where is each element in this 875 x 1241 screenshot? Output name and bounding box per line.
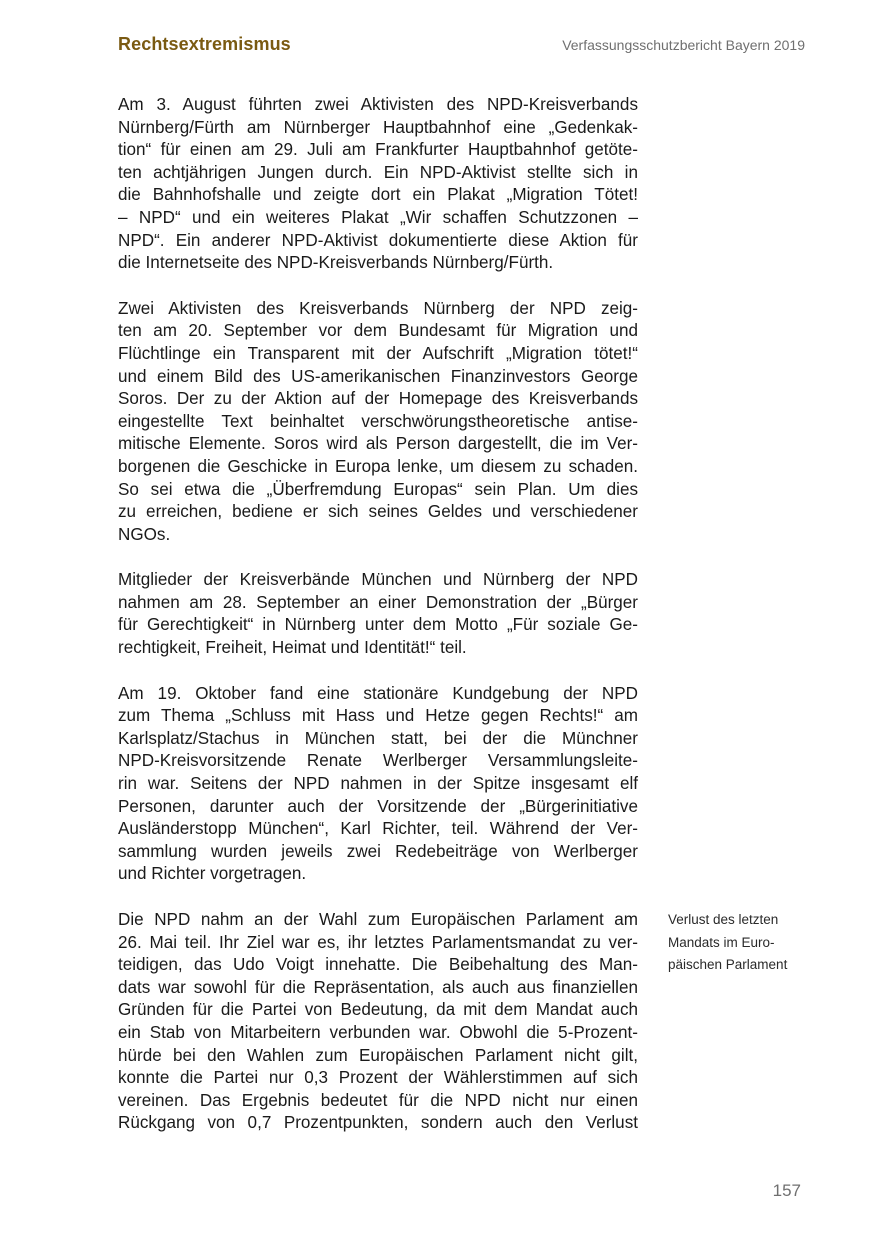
paragraph-npd-demonstration bbox=[118, 569, 638, 659]
text-line: Mitglieder der Kreisverbände München und Nürnberg der NPD bbox=[118, 570, 638, 590]
text-line: die Internetseite des NPD-Kreisverbands Nürnberg/Fürth. bbox=[118, 253, 554, 273]
text-line: und einem Bild des US-amerikanischen Finanzinvestors George bbox=[118, 366, 638, 386]
paragraph-npd-munich-rally bbox=[118, 683, 638, 886]
text-line: 26. Mai teil. Ihr Ziel war es, ihr letztes Parlamentsmandat zu ver- bbox=[118, 932, 638, 952]
text-line: hürde bei den Wahlen zum Europäischen Parlament nicht gilt, bbox=[118, 1045, 638, 1065]
text-line: zum Thema „Schluss mit Hass und Hetze gegen Rechts!“ am bbox=[118, 706, 638, 726]
text-line: Karlsplatz/Stachus in München statt, bei der die Münchner bbox=[118, 728, 638, 748]
main-text-column bbox=[118, 94, 638, 1158]
text-line: dats war sowohl für die Repräsentation, als auch aus finanziellen bbox=[118, 977, 638, 997]
text-line: – NPD“ und ein weiteres Plakat „Wir schaffen Schutzzonen – bbox=[118, 207, 638, 227]
text-line: die Bahnhofshalle und zeigte dort ein Plakat „Migration Tötet! bbox=[118, 185, 638, 205]
margin-note-line: Mandats im Euro- bbox=[668, 934, 775, 950]
text-line: für Gerechtigkeit“ in Nürnberg unter dem Motto „Für soziale Ge- bbox=[118, 615, 638, 635]
text-line: eingestellte Text beinhaltet verschwörungstheoretische antise- bbox=[118, 411, 638, 431]
paragraph-npd-european-election bbox=[118, 909, 638, 1135]
text-line: mitische Elemente. Soros wird als Person dargestellt, die im Ver- bbox=[118, 434, 638, 454]
paragraph-npd-bamf-banner bbox=[118, 298, 638, 547]
text-line: ten achtjährigen Jungen durch. Ein NPD-Aktivist stellte sich in bbox=[118, 162, 638, 182]
text-line: Gründen für die Partei von Bedeutung, da mit dem Mandat auch bbox=[118, 1000, 638, 1020]
text-line: Zwei Aktivisten des Kreisverbands Nürnberg der NPD zeig- bbox=[118, 298, 638, 318]
text-line: Nürnberg/Fürth am Nürnberger Hauptbahnhof eine „Gedenkak- bbox=[118, 117, 638, 137]
text-line: NPD“. Ein anderer NPD-Aktivist dokumentierte diese Aktion für bbox=[118, 230, 638, 250]
text-line: teidigen, das Udo Voigt innehatte. Die Beibehaltung des Man- bbox=[118, 955, 638, 975]
text-line: ein Stab von Mitarbeitern verbunden war. Obwohl die 5-Prozent- bbox=[118, 1022, 638, 1042]
text-line: NGOs. bbox=[118, 524, 171, 544]
section-title: Rechtsextremismus bbox=[118, 34, 291, 54]
text-line: Personen, darunter auch der Vorsitzende der „Bürgerinitiative bbox=[118, 796, 638, 816]
margin-note-line: päischen Parlament bbox=[668, 957, 788, 973]
text-line: Rückgang von 0,7 Prozentpunkten, sondern auch den Verlust bbox=[118, 1113, 638, 1133]
report-title: Verfassungsschutzbericht Bayern 2019 bbox=[562, 37, 805, 53]
text-line: zu erreichen, bediene er sich seines Geldes und verschiedener bbox=[118, 502, 638, 522]
text-line: rechtigkeit, Freiheit, Heimat und Identität!“ teil. bbox=[118, 638, 467, 658]
paragraph-npd-nuremberg-vigil bbox=[118, 94, 638, 275]
text-line: NPD-Kreisvorsitzende Renate Werlberger Versammlungsleite- bbox=[118, 751, 638, 771]
text-line: ten am 20. September vor dem Bundesamt für Migration und bbox=[118, 321, 638, 341]
text-line: Am 19. Oktober fand eine stationäre Kundgebung der NPD bbox=[118, 683, 638, 703]
text-line: Am 3. August führten zwei Aktivisten des NPD-Kreisverbands bbox=[118, 95, 638, 114]
text-line: Soros. Der zu der Aktion auf der Homepage des Kreisverbands bbox=[118, 389, 638, 409]
text-line: rin war. Seitens der NPD nahmen in der Spitze insgesamt elf bbox=[118, 774, 638, 794]
text-line: und Richter vorgetragen. bbox=[118, 864, 307, 884]
text-line: Flüchtlinge ein Transparent mit der Aufschrift „Migration tötet!“ bbox=[118, 343, 638, 363]
text-line: Ausländerstopp München“, Karl Richter, teil. Während der Ver- bbox=[118, 819, 638, 839]
text-line: So sei etwa die „Überfremdung Europas“ sein Plan. Um dies bbox=[118, 479, 638, 499]
text-line: tion“ für einen am 29. Juli am Frankfurter Hauptbahnhof getöte- bbox=[118, 140, 638, 160]
margin-note-line: Verlust des letzten bbox=[668, 912, 779, 927]
page-number: 157 bbox=[772, 1181, 801, 1200]
text-line: nahmen am 28. September an einer Demonstration der „Bürger bbox=[118, 592, 638, 612]
text-line: borgenen die Geschicke in Europa lenke, um diesem zu schaden. bbox=[118, 456, 638, 476]
margin-note bbox=[668, 909, 828, 977]
text-line: konnte die Partei nur 0,3 Prozent der Wählerstimmen auf sich bbox=[118, 1068, 638, 1088]
text-line: Die NPD nahm an der Wahl zum Europäischen Parlament am bbox=[118, 910, 638, 929]
text-line: sammlung wurden jeweils zwei Redebeiträge von Werlberger bbox=[118, 841, 638, 861]
text-line: vereinen. Das Ergebnis bedeutet für die NPD nicht nur einen bbox=[118, 1090, 638, 1110]
